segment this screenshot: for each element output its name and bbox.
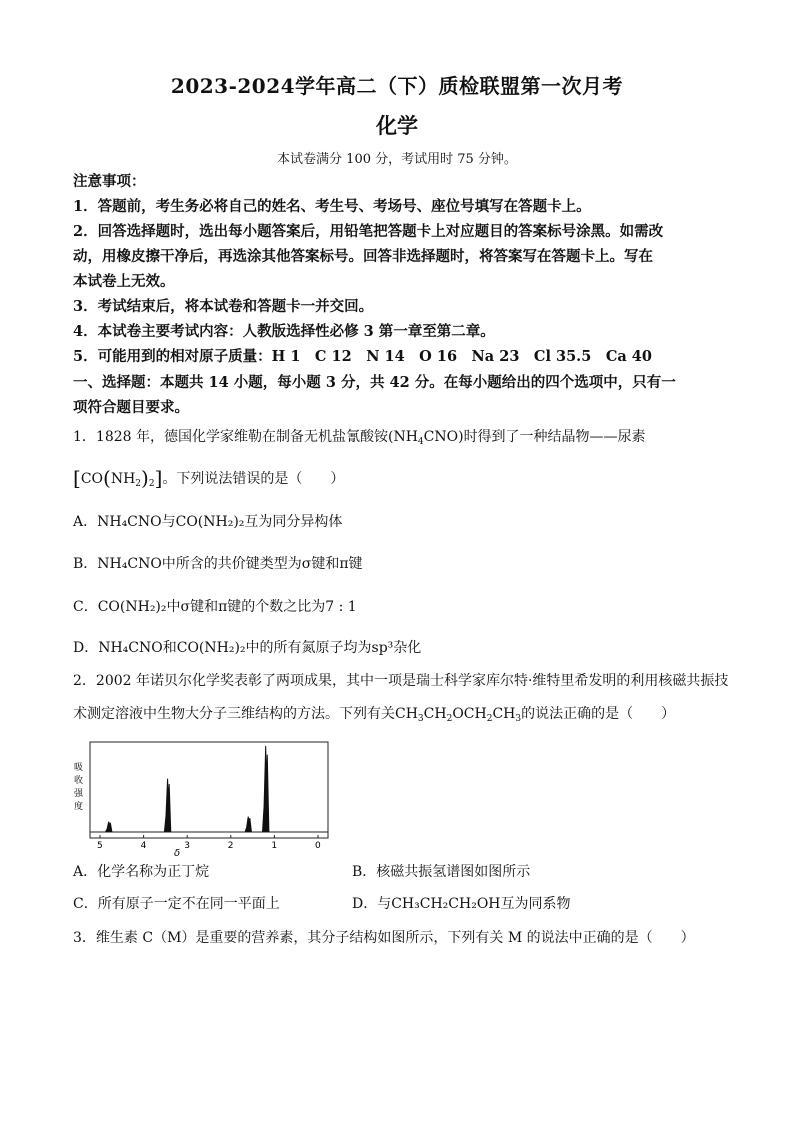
x-tick-label: 2 — [227, 841, 234, 851]
x-tick-label: 3 — [184, 841, 190, 851]
spectrum-peak — [262, 746, 268, 832]
y-axis-label-char: 吸 — [74, 763, 84, 773]
x-tick-label: 1 — [271, 841, 278, 851]
formula-nh4cno: $(NH_4CNO)$ — [388, 429, 464, 447]
q1-stem-line1 — [73, 427, 723, 452]
q1-option-c: C．CO(NH₂)₂中σ键和π键的个数之比为7 : 1 — [73, 599, 357, 615]
q1-stem-a: 1．1828 年，德国化学家维勒在制备无机盐氰酸铵 — [73, 429, 388, 445]
x-axis-label: δ — [174, 848, 181, 859]
x-tick-label: 4 — [140, 841, 147, 851]
q2-stem-line2 — [73, 704, 723, 729]
q2-stem-a: 术测定溶液中生物大分子三维结构的方法。下列有关 — [73, 706, 395, 722]
q1-stem-line2 — [73, 468, 723, 494]
notice-item: 4．本试卷主要考试内容：人教版选择性必修 3 第一章至第二章。 — [73, 323, 495, 340]
spectrum-peak — [106, 822, 112, 832]
notice-item: 5．可能用到的相对原子质量：H 1 C 12 N 14 O 16 Na 23 Cl 35.5 Ca 40 — [73, 348, 652, 365]
y-axis-label-char: 收 — [74, 776, 84, 786]
notice-item: 1．答题前，考生务必将自己的姓名、考生号、考场号、座位号填写在答题卡上。 — [73, 198, 591, 215]
formula-urea: $[CO(NH_2)_2]$ — [73, 466, 163, 490]
notice-item: 2．回答选择题时，选出每小题答案后，用铅笔把答题卡上对应题目的答案标号涂黑。如需改 — [73, 223, 664, 240]
exam-info: 本试卷满分 100 分，考试用时 75 分钟。 — [277, 152, 517, 167]
q2-option-c: C．所有原子一定不在同一平面上 — [73, 896, 280, 912]
notice-heading: 注意事项： — [73, 173, 146, 190]
y-axis-label — [74, 762, 84, 812]
peaks — [90, 746, 328, 832]
notice-item: 动，用橡皮擦干净后，再选涂其他答案标号。回答非选择题时，将答案写在答题卡上。写在 — [73, 248, 653, 265]
formula-ether: $CH_3CH_2OCH_2CH_3$ — [395, 706, 522, 724]
nmr-spectrum — [72, 740, 334, 860]
section-heading: 一、选择题：本题共 14 小题，每小题 3 分，共 42 分。在每小题给出的四个选项中，只有一 — [73, 374, 676, 391]
spectrum-peak — [245, 817, 251, 832]
y-axis-label-char: 度 — [74, 802, 84, 812]
q1-option-d: D．NH₄CNO和CO(NH₂)₂中的所有氮原子均为sp³杂化 — [73, 640, 422, 656]
plot-frame — [90, 742, 328, 838]
x-tick-label: 0 — [315, 841, 321, 851]
notice-item: 3．考试结束后，将本试卷和答题卡一并交回。 — [73, 298, 374, 315]
x-axis-ticks — [97, 835, 321, 851]
subject-title: 化学 — [376, 113, 418, 138]
q2-option-a: A．化学名称为正丁烷 — [73, 864, 210, 880]
q2-stem-line1: 2．2002 年诺贝尔化学奖表彰了两项成果，其中一项是瑞士科学家库尔特·维特里希发明的利用核磁共振技 — [73, 673, 729, 689]
spectrum-peak — [164, 779, 170, 832]
q2-stem-b: 的说法正确的是（ ） — [521, 706, 676, 722]
q2-option-b: B．核磁共振氢谱图如图所示 — [352, 864, 531, 880]
q2-option-d: D．与CH₃CH₂CH₂OH互为同系物 — [352, 896, 571, 912]
x-tick-label: 5 — [97, 841, 103, 851]
y-axis-label-char: 强 — [74, 789, 84, 799]
notice-item: 本试卷上无效。 — [73, 273, 175, 290]
q1-stem-b: 时得到了一种结晶物——尿素 — [463, 429, 646, 445]
exam-title: 2023-2024学年高二（下）质检联盟第一次月考 — [170, 74, 624, 98]
q1-option-a: A．NH₄CNO与CO(NH₂)₂互为同分异构体 — [73, 514, 343, 530]
section-heading-cont: 项符合题目要求。 — [73, 399, 189, 416]
q1-option-b: B．NH₄CNO中所含的共价键类型为σ键和π键 — [73, 556, 363, 572]
q1-stem-c: 。下列说法错误的是（ ） — [162, 471, 345, 487]
q3-stem: 3．维生素 C（M）是重要的营养素，其分子结构如图所示，下列有关 M 的说法中正确的是（ ） — [73, 930, 695, 946]
